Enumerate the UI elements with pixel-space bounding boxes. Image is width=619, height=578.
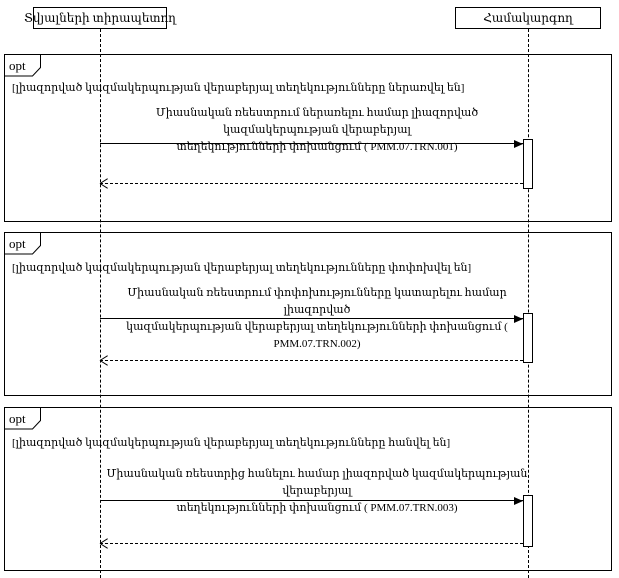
open-arrowhead-icon xyxy=(100,360,110,362)
opt-fragment-2 xyxy=(4,232,612,396)
actor-coordinator xyxy=(455,7,601,29)
message-line-1: Միասնական ռեեստրից հանելու համար լիազորված կազմակերպության վերաբերյալ xyxy=(106,468,528,497)
guard-condition: [լիազորված կազմակերպության վերաբերյալ տեղեկությունները փոփոխվել են] xyxy=(12,262,472,274)
activation-bar xyxy=(523,495,533,547)
message-line-2: տեղեկությունների փոխանցում ( PMM.07.TRN.003) xyxy=(176,502,458,514)
guard-condition: [լիազորված կազմակերպության վերաբերյալ տեղեկությունները հանվել են] xyxy=(12,437,451,449)
message-arrow xyxy=(100,143,523,144)
filled-arrowhead-icon xyxy=(514,140,523,148)
opt-operator-label: opt xyxy=(9,411,26,426)
opt-operator-tab xyxy=(4,407,42,430)
filled-arrowhead-icon xyxy=(514,315,523,323)
actor-coordinator-label: Համակարգող xyxy=(483,10,573,25)
opt-fragment-1 xyxy=(4,54,612,222)
message-arrow xyxy=(100,500,523,501)
filled-arrowhead-icon xyxy=(514,497,523,505)
message-arrow xyxy=(100,318,523,319)
message-label xyxy=(97,285,537,353)
message-line-1: Միասնական ռեեստրում փոփոխությունները կատարելու համար լիազորված xyxy=(127,287,507,316)
activation-bar xyxy=(523,313,533,363)
return-arrow xyxy=(100,543,523,544)
opt-fragment-3 xyxy=(4,407,612,571)
message-line-2: կազմակերպության վերաբերյալ տեղեկությունների փոխանցում ( PMM.07.TRN.002) xyxy=(126,321,508,350)
guard-condition: [լիազորված կազմակերպության վերաբերյալ տեղեկությունները ներառվել են] xyxy=(12,82,465,94)
open-arrowhead-icon xyxy=(100,543,110,545)
actor-data-owner xyxy=(24,7,176,29)
opt-operator-tab xyxy=(4,54,42,77)
activation-bar xyxy=(523,139,533,189)
opt-operator-label: opt xyxy=(9,236,26,251)
message-line-1: Միասնական ռեեստրում ներառելու համար լիազորված կազմակերպության վերաբերյալ xyxy=(155,107,479,136)
opt-operator-tab xyxy=(4,232,42,255)
opt-operator-label: opt xyxy=(9,58,26,73)
actor-data-owner-label: Տվյալների տիրապետող xyxy=(24,10,176,25)
message-label xyxy=(97,466,537,517)
open-arrowhead-icon xyxy=(100,183,110,185)
message-label xyxy=(97,105,537,156)
return-arrow xyxy=(100,360,523,361)
message-line-2: տեղեկությունների փոխանցում ( PMM.07.TRN.001) xyxy=(176,141,458,153)
return-arrow xyxy=(100,183,523,184)
